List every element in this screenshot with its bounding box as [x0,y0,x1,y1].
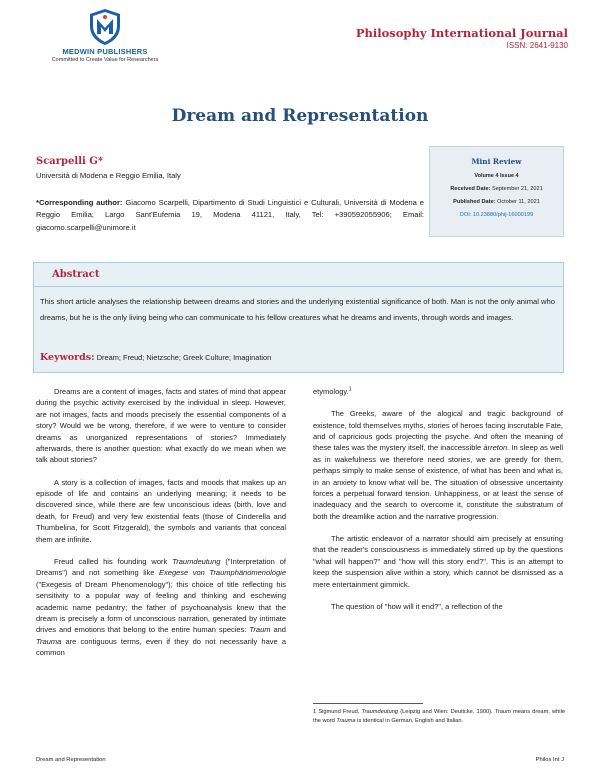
keywords-list: Dream; Freud; Nietzsche; Greek Culture; Imagination [96,353,272,362]
published-date [430,199,563,205]
keywords [40,352,271,363]
published-value: October 11, 2021 [497,199,540,205]
paragraph: A story is a collection of images, facts and moods that makes up an episode of life and contains an underlying meaning; it needs to be discovered since, while there are few unconscious ideas (birth, love and death, for Freud) and very few existential feats (those of Cinderella and Thumbelina, for Scott Fitzgerald), the symbols and variants that conceal them are infinite. [36,477,286,544]
journal-name: Philosophy International Journal [355,26,568,40]
body-left-column [36,386,286,669]
received-date [430,186,563,192]
article-info-box [429,146,564,237]
keywords-label: Keywords: [40,352,95,363]
article-title: Dream and Representation [171,106,429,126]
publisher-tagline: Committed to Create Value for Researchers [51,57,159,63]
paragraph: Freud called his founding work Traumdeutung ("Interpretation of Dreams") and not something like Exegese von Traumphänomenologie ("Exegesis of Dream Phenomenology"); this choice of title reflecting his sensitivity to a popular way of feeling and thinking and eschewing academic name pedantry; the father of psychoanalysis knew that the dream is precisely a form of unconscious narration, generated by intimate drives and emotions that belong to the entire human species: Traum and Trauma are contiguous terms, even if they do not necessarily have a common [36,556,286,658]
medwin-shield-icon [88,8,122,46]
paragraph: The artistic endeavor of a narrator should aim precisely at ensuring that the reader's consciousness is immediately stirred up by the questions "what will happen?" and "how will this story end?". This is an attempt to keep the suspension alive within a story, which cannot be dismissed as a mere entertainment gimmick. [313,534,563,589]
volume-issue: Volume 4 Issue 4 [474,173,519,179]
journal-header [356,26,568,50]
abstract-text: This short article analyses the relationship between dreams and stories and the underlying existential significance of both. Man is not the only animal who dreams, but he is the only living being who can communicate to his fellow creatures what he dreams and invents, through words and images. [40,297,555,322]
corresponding-author [36,197,424,234]
publisher-name: MEDWIN PUBLISHERS [62,47,148,56]
published-label: Published Date: [453,199,496,205]
footnote-divider [313,703,423,704]
corresponding-label: *Corresponding author: [36,198,123,207]
journal-issn: ISSN: 2641-9130 [506,41,568,50]
footnote: 1 Sigmund Freud, Traumdeutung (Leipzig and Wien: Deuticke, 1900). Traum means dream, while the word Trauma is identical in German, English and Italian. [313,709,566,724]
doi-link[interactable]: DOI: 10.23880/phij-16000199 [459,212,534,218]
body-right-column [313,386,563,623]
article-type: Mini Review [471,157,522,166]
paragraph: The question of "how will it end?", a reflection of the [331,601,503,611]
abstract-divider [34,286,563,287]
author-affiliation: Università di Modena e Reggio Emilia, Italy [36,171,181,180]
abstract-box [33,262,564,373]
footer-article-title: Dream and Representation [36,757,106,763]
received-value: September 21, 2021 [491,186,543,192]
paragraph: etymology.$^1$ [313,386,352,396]
footer-journal-abbrev: Philos Int J [535,757,564,763]
abstract-heading: Abstract [52,269,100,280]
paragraph: Dreams are a content of images, facts and states of mind that appear during the psychic activity exercised by the individual in sleep. However, are not images, facts and moods precisely the essential components of a story? Would we be wrong, therefore, if we were to venture to consider dreams as unorganized representations of stories? Immediately afterwards, there is another question: what exactly do we mean when we talk about stories? [36,387,286,465]
received-label: Received Date: [450,186,491,192]
author-name: Scarpelli G* [36,156,104,167]
publisher-logo [30,8,180,70]
corresponding-text: Giacomo Scarpelli, Dipartimento di Studi Linguistici e Culturali, Università di Modena e Reggio Emilia; Largo Sant'Eufemia 19, Modena 41121, Italy, Tel: +390592055906; Email: giacomo.scarpelli@unimore.it [36,198,424,232]
paragraph: The Greeks, aware of the alogical and tragic background of existence, told themselves myths, stories of heroes facing inscrutable Fate, and of capricious gods projecting the psyche. And often the meaning of these tales was the mystery itself, the inaccessible àrreton. In sleep as well as in wakefulness we therefore need stories, we are greedy for them, perhaps simply to make sense of existence, of what has been and what is, in an anxiety to know what will be. The situation of obsessive uncertainty forces a perpetual forward tension. Unhappiness, or at least the sense of inadequacy and the search to overcome it, constitute the substratum of both the dreamlike action and the narrative progression. [313,409,563,521]
footnote-ref[interactable]: 1 [348,386,352,393]
